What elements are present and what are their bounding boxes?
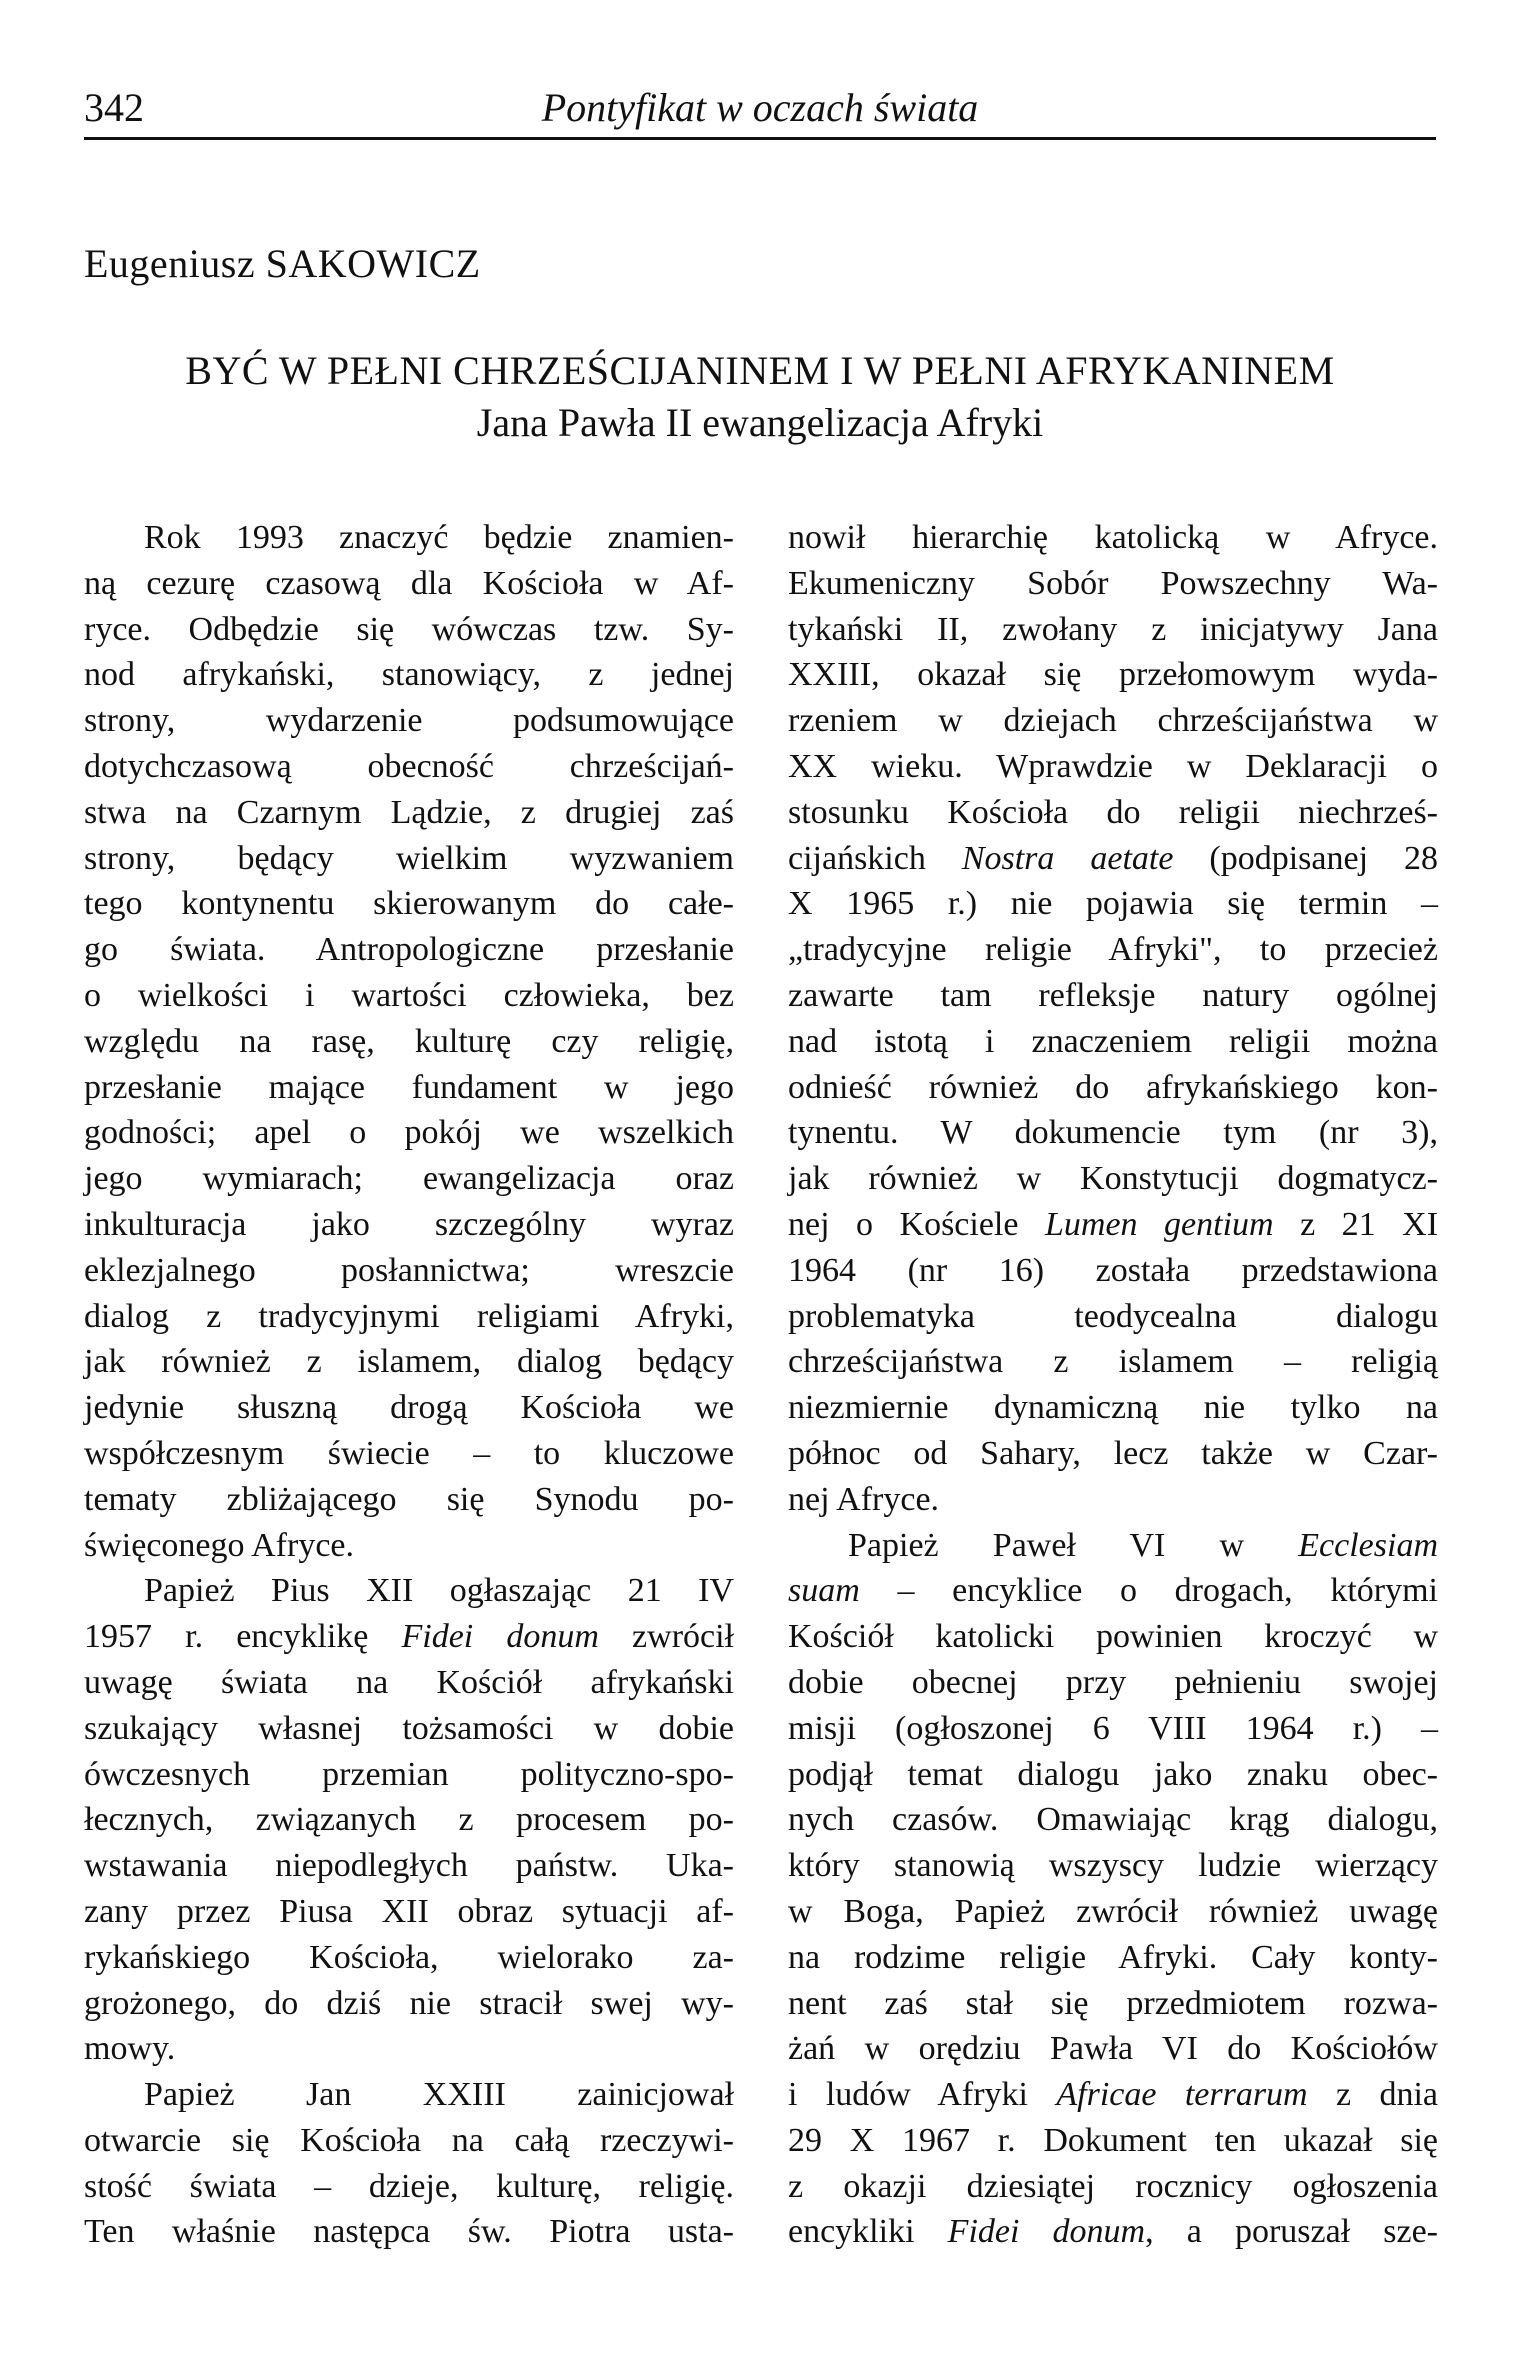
text-line: grożonego, do dziś nie stracił swej wy-: [84, 1984, 734, 2022]
italic-title: Fidei donum: [401, 1618, 599, 1656]
text-run: Papież Paweł VI w: [848, 1526, 1245, 1564]
text-line: mowy.: [84, 2030, 176, 2068]
text-line: inkulturacja jako szczególny wyraz: [84, 1205, 734, 1243]
article-title: BYĆ W PEŁNI CHRZEŚCIJANINEM I W PEŁNI AFRYKANINEM: [185, 348, 1335, 393]
text-line: strony, wydarzenie podsumowujące: [84, 702, 734, 740]
text-line: nowił hierarchię katolicką w Afryce.: [788, 519, 1438, 556]
text-line: [84, 1614, 734, 1660]
text-line: który stanowią wszyscy ludzie wierzący: [788, 1847, 1438, 1885]
text-line: Papież Jan XXIII zainicjował: [144, 2076, 734, 2114]
text-run: – encyklice o drogach, którymi: [897, 1572, 1438, 1610]
text-line: Kościół katolicki powinien kroczyć w: [788, 1618, 1438, 1656]
text-run: , a poruszał sze-: [1145, 2213, 1439, 2251]
text-line: ówczesnych przemian polityczno-spo-: [84, 1755, 734, 1793]
text-line: dialog z tradycyjnymi religiami Afryki,: [84, 1297, 734, 1335]
page-number: 342: [84, 85, 144, 130]
text-line: rzeniem w dziejach chrześcijaństwa w: [788, 702, 1438, 740]
text-line: „tradycyjne religie Afryki", to przecież: [788, 931, 1438, 969]
text-run: (podpisanej 28: [1209, 839, 1438, 877]
text-line: z okazji dziesiątej rocznicy ogłoszenia: [788, 2167, 1438, 2205]
text-line: uwagę świata na Kościół afrykański: [84, 1663, 734, 1701]
header-rule: [84, 137, 1436, 140]
text-line: otwarcie się Kościoła na całą rzeczywi-: [84, 2121, 734, 2159]
text-line: XXIII, okazał się przełomowym wyda-: [788, 656, 1438, 694]
italic-title: Ecclesiam: [1298, 1526, 1438, 1564]
text-line: dotychczasową obecność chrześcijań-: [84, 747, 734, 785]
text-line: o wielkości i wartości człowieka, bez: [84, 976, 734, 1014]
text-line: chrześcijaństwa z islamem – religią: [788, 1343, 1438, 1381]
text-line: nych czasów. Omawiając krąg dialogu,: [788, 1801, 1438, 1839]
text-line: na rodzime religie Afryki. Cały konty-: [788, 1938, 1438, 1976]
text-line: zany przez Piusa XII obraz sytuacji af-: [84, 1892, 734, 1930]
text-line: Papież Pius XII ogłaszając 21 IV: [144, 1572, 734, 1610]
text-line: XX wieku. Wprawdzie w Deklaracji o: [788, 747, 1438, 785]
text-line: rykańskiego Kościoła, wielorako za-: [84, 1938, 734, 1976]
article-subtitle: Jana Pawła II ewangelizacja Afryki: [476, 400, 1044, 445]
text-run: i ludów Afryki: [788, 2076, 1028, 2114]
text-line: jego wymiarach; ewangelizacja oraz: [84, 1160, 734, 1198]
text-line: stwa na Czarnym Lądzie, z drugiej zaś: [84, 793, 734, 831]
text-line: dobie obecnej przy pełnieniu swojej: [788, 1663, 1438, 1701]
text-line: tego kontynentu skierowanym do całe-: [84, 885, 734, 923]
text-line: święconego Afryce.: [84, 1526, 355, 1564]
text-line: jak również z islamem, dialog będący: [84, 1343, 734, 1381]
italic-title: Lumen gentium: [1044, 1205, 1274, 1243]
text-line: względu na rasę, kulturę czy religię,: [84, 1022, 734, 1060]
text-line: tynentu. W dokumencie tym (nr 3),: [788, 1114, 1438, 1152]
text-line: Ekumeniczny Sobór Powszechny Wa-: [788, 564, 1438, 602]
text-line: [788, 2209, 1438, 2255]
text-line: eklezjalnego posłannictwa; wreszcie: [84, 1251, 734, 1289]
text-line: 29 X 1967 r. Dokument ten ukazał się: [788, 2121, 1438, 2159]
text-line: [788, 1523, 1438, 1569]
italic-title: Fidei donum: [947, 2213, 1146, 2251]
author-name: Eugeniusz SAKOWICZ: [84, 241, 481, 286]
text-line: odnieść również do afrykańskiego kon-: [788, 1068, 1438, 1106]
text-line: w Boga, Papież zwrócił również uwagę: [788, 1892, 1438, 1930]
text-line: go świata. Antropologiczne przesłanie: [84, 931, 734, 969]
text-line: Rok 1993 znaczyć będzie znamien-: [144, 519, 734, 556]
text-line: Ten właśnie następca św. Piotra usta-: [84, 2213, 734, 2251]
text-line: ną cezurę czasową dla Kościoła w Af-: [84, 564, 734, 602]
text-line: nad istotą i znaczeniem religii można: [788, 1022, 1438, 1060]
text-run: cijańskich: [788, 839, 926, 877]
text-line: stosunku Kościoła do religii niechrześ-: [788, 793, 1438, 831]
title-block: [84, 345, 1436, 449]
left-column: [84, 515, 734, 2255]
text-run: z dnia: [1336, 2076, 1439, 2114]
text-line: [788, 836, 1438, 882]
text-line: jak również w Konstytucji dogmatycz-: [788, 1160, 1438, 1198]
italic-title: Nostra aetate: [961, 839, 1174, 877]
text-line: żań w orędziu Pawła VI do Kościołów: [788, 2030, 1438, 2068]
text-line: szukający własnej tożsamości w dobie: [84, 1709, 734, 1747]
text-line: północ od Sahary, lecz także w Czar-: [788, 1434, 1438, 1472]
text-line: nent zaś stał się przedmiotem rozwa-: [788, 1984, 1438, 2022]
running-title: Pontyfikat w oczach świata: [541, 85, 979, 130]
italic-title: suam: [788, 1572, 860, 1610]
text-line: podjął temat dialogu jako znaku obec-: [788, 1755, 1438, 1793]
right-column: [788, 515, 1438, 2255]
text-line: jedynie słuszną drogą Kościoła we: [84, 1389, 734, 1427]
text-line: misji (ogłoszonej 6 VIII 1964 r.) –: [788, 1709, 1438, 1747]
text-line: X 1965 r.) nie pojawia się termin –: [788, 885, 1438, 923]
text-line: zawarte tam refleksje natury ogólnej: [788, 976, 1438, 1014]
text-run: z 21 XI: [1300, 1205, 1439, 1243]
text-run: nej o Kościele: [788, 1205, 1019, 1243]
text-line: wstawania niepodległych państw. Uka-: [84, 1847, 734, 1885]
text-line: 1964 (nr 16) została przedstawiona: [788, 1251, 1438, 1289]
text-line: godności; apel o pokój we wszelkich: [84, 1114, 734, 1152]
text-line: problematyka teodycealna dialogu: [788, 1297, 1438, 1335]
text-run: 1957 r. encyklikę: [84, 1618, 369, 1656]
text-line: tykański II, zwołany z inicjatywy Jana: [788, 610, 1438, 648]
text-line: łecznych, związanych z procesem po-: [84, 1801, 734, 1839]
text-line: nod afrykański, stanowiący, z jednej: [84, 656, 734, 694]
text-line: [788, 2072, 1438, 2118]
text-run: encykliki: [788, 2213, 915, 2251]
running-header: [84, 80, 1436, 140]
text-line: niezmiernie dynamiczną nie tylko na: [788, 1389, 1438, 1427]
text-line: [788, 1202, 1438, 1248]
text-line: [788, 1568, 1438, 1614]
text-run: zwrócił: [632, 1618, 734, 1656]
text-line: tematy zbliżającego się Synodu po-: [84, 1480, 734, 1518]
text-line: przesłanie mające fundament w jego: [84, 1068, 734, 1106]
text-line: nej Afryce.: [788, 1480, 940, 1518]
italic-title: Africae terrarum: [1056, 2076, 1308, 2114]
text-line: stość świata – dzieje, kulturę, religię.: [84, 2167, 734, 2205]
text-line: strony, będący wielkim wyzwaniem: [84, 839, 734, 877]
text-line: współczesnym świecie – to kluczowe: [84, 1434, 734, 1472]
text-line: ryce. Odbędzie się wówczas tzw. Sy-: [84, 610, 734, 648]
